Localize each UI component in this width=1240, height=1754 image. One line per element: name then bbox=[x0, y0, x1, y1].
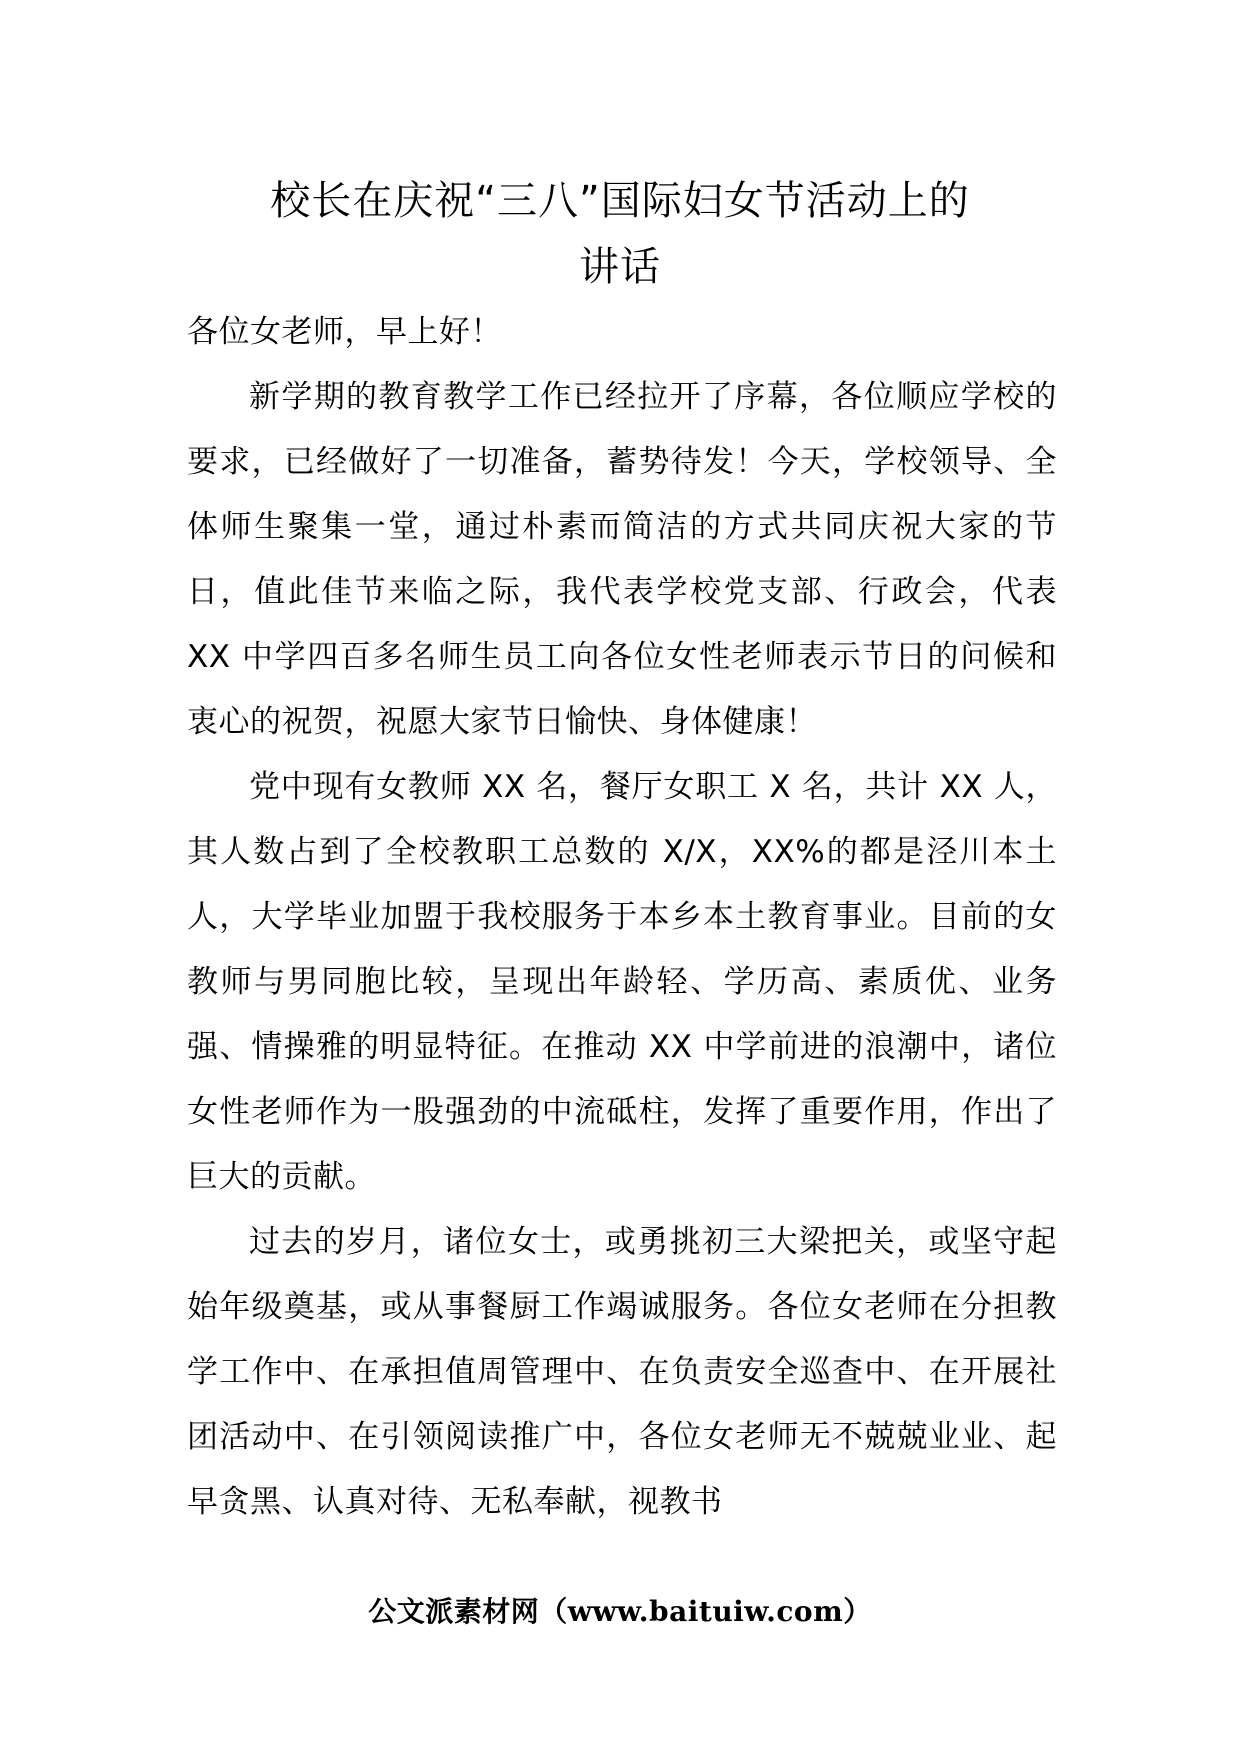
document-body bbox=[187, 300, 1057, 1535]
title-line-2: 讲话 bbox=[579, 244, 661, 290]
document-title bbox=[180, 168, 1060, 300]
paragraph-3: 过去的岁月，诸位女士，或勇挑初三大梁把关，或坚守起始年级奠基，或从事餐厨工作竭诚服务。各位女老师在分担教学工作中、在承担值周管理中、在负责安全巡查中、在开展社团活动中、在引领阅读推广中，各位女老师无不兢兢业业、起早贪黑、认真对待、无私奉献，视教书 bbox=[187, 1224, 1057, 1520]
salutation: 各位女老师，早上好！ bbox=[187, 314, 502, 350]
footer-watermark: 公文派素材网（www.baituiw.com） bbox=[368, 1595, 872, 1628]
paragraph-2: 党中现有女教师 XX 名，餐厅女职工 X 名，共计 XX 人，其人数占到了全校教职工总数的 X/X，XX%的都是泾川本土人，大学毕业加盟于我校服务于本乡本土教育事业。目前的女教师与男同胞比较，呈现出年龄轻、学历高、素质优、业务强、情操雅的明显特征。在推动 XX 中学前进的浪潮中，诸位女性老师作为一股强劲的中流砥柱，发挥了重要作用，作出了巨大的贡献。 bbox=[187, 769, 1057, 1195]
paragraph-1: 新学期的教育教学工作已经拉开了序幕，各位顺应学校的要求，已经做好了一切准备，蓄势待发！今天，学校领导、全体师生聚集一堂，通过朴素而简洁的方式共同庆祝大家的节日，值此佳节来临之际，我代表学校党支部、行政会，代表 XX 中学四百多名师生员工向各位女性老师表示节日的问候和衷心的祝贺，祝愿大家节日愉快、身体健康！ bbox=[187, 379, 1057, 740]
title-line-1: 校长在庆祝“三八”国际妇女节活动上的 bbox=[270, 178, 970, 224]
